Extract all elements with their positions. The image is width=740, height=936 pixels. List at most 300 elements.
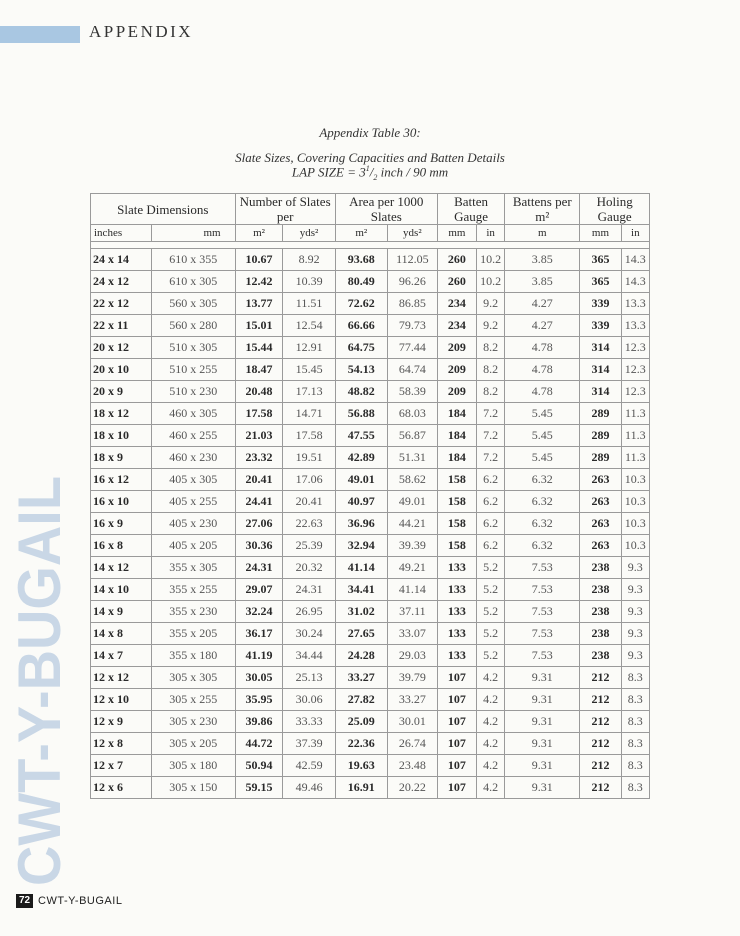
cell-batten-in: 6.2: [477, 535, 505, 557]
cell-mm: 610 x 305: [151, 271, 235, 293]
cell-holing-mm: 212: [580, 711, 621, 733]
cell-area-m2: 19.63: [335, 755, 387, 777]
cell-batten-in: 4.2: [477, 667, 505, 689]
unit-batten-in: in: [477, 225, 505, 242]
cell-slates-m2: 23.32: [235, 447, 283, 469]
cell-slates-m2: 39.86: [235, 711, 283, 733]
cell-holing-in: 9.3: [621, 645, 649, 667]
cwt-y-bugail-watermark: [6, 446, 74, 886]
lap-size-subtitle: LAP SIZE = $3^1/_2$ inch / 90 mm: [291, 164, 449, 182]
cell-batten-in: 4.2: [477, 733, 505, 755]
cell-slates-m2: 17.58: [235, 403, 283, 425]
cell-slates-yds2: 25.39: [283, 535, 335, 557]
cell-holing-mm: 263: [580, 535, 621, 557]
cell-slates-m2: 41.19: [235, 645, 283, 667]
unit-yds2: yds²: [283, 225, 335, 242]
cell-mm: 355 x 180: [151, 645, 235, 667]
cell-holing-in: 8.3: [621, 689, 649, 711]
cell-batten-mm: 184: [437, 403, 476, 425]
cell-mm: 305 x 205: [151, 733, 235, 755]
table-row: [91, 359, 650, 381]
cell-holing-mm: 314: [580, 359, 621, 381]
cell-inches: 20 x 9: [91, 381, 152, 403]
cell-mm: 460 x 305: [151, 403, 235, 425]
cell-mm: 405 x 205: [151, 535, 235, 557]
cell-area-m2: 41.14: [335, 557, 387, 579]
cell-slates-m2: 18.47: [235, 359, 283, 381]
cell-holing-in: 8.3: [621, 667, 649, 689]
cell-batten-mm: 209: [437, 381, 476, 403]
cell-slates-yds2: 20.32: [283, 557, 335, 579]
cell-area-yds2: 33.07: [387, 623, 437, 645]
cell-area-m2: 27.65: [335, 623, 387, 645]
cell-holing-in: 10.3: [621, 491, 649, 513]
cell-area-yds2: 96.26: [387, 271, 437, 293]
cell-slates-m2: 29.07: [235, 579, 283, 601]
table-row: [91, 447, 650, 469]
cell-batten-in: 5.2: [477, 579, 505, 601]
cell-area-yds2: 39.39: [387, 535, 437, 557]
cell-inches: 14 x 7: [91, 645, 152, 667]
cell-holing-mm: 238: [580, 601, 621, 623]
cell-inches: 16 x 12: [91, 469, 152, 491]
cell-slates-m2: 21.03: [235, 425, 283, 447]
cell-area-yds2: 49.01: [387, 491, 437, 513]
cell-batten-in: 10.2: [477, 249, 505, 271]
cell-slates-m2: 50.94: [235, 755, 283, 777]
cell-batten-in: 8.2: [477, 337, 505, 359]
table-title: Slate Sizes, Covering Capacities and Batten Details: [235, 150, 505, 165]
table-row: [91, 777, 650, 799]
header-spacer: [91, 242, 650, 249]
cell-area-yds2: 79.73: [387, 315, 437, 337]
cell-battens-m: 9.31: [505, 689, 580, 711]
cell-slates-m2: 12.42: [235, 271, 283, 293]
cell-mm: 460 x 255: [151, 425, 235, 447]
cell-battens-m: 7.53: [505, 645, 580, 667]
cell-battens-m: 4.78: [505, 381, 580, 403]
cell-slates-m2: 15.01: [235, 315, 283, 337]
cell-inches: 16 x 10: [91, 491, 152, 513]
cell-slates-yds2: 17.58: [283, 425, 335, 447]
cell-inches: 12 x 12: [91, 667, 152, 689]
page-number: 72: [16, 894, 33, 908]
header-battens-per-m2: Battens per m²: [505, 194, 580, 225]
cell-battens-m: 4.78: [505, 359, 580, 381]
cell-mm: 510 x 305: [151, 337, 235, 359]
header-holing-gauge: Holing Gauge: [580, 194, 650, 225]
cell-slates-yds2: 30.24: [283, 623, 335, 645]
cell-holing-mm: 314: [580, 337, 621, 359]
cell-holing-in: 14.3: [621, 271, 649, 293]
cell-batten-mm: 107: [437, 777, 476, 799]
cell-batten-mm: 107: [437, 733, 476, 755]
cell-area-yds2: 37.11: [387, 601, 437, 623]
cell-holing-mm: 238: [580, 645, 621, 667]
cell-area-m2: 27.82: [335, 689, 387, 711]
table-row: [91, 381, 650, 403]
cell-slates-yds2: 26.95: [283, 601, 335, 623]
cell-area-m2: 36.96: [335, 513, 387, 535]
cell-inches: 20 x 12: [91, 337, 152, 359]
cell-holing-mm: 339: [580, 315, 621, 337]
cell-slates-m2: 27.06: [235, 513, 283, 535]
cell-inches: 14 x 10: [91, 579, 152, 601]
cell-batten-mm: 184: [437, 447, 476, 469]
table-row: [91, 689, 650, 711]
cell-slates-yds2: 19.51: [283, 447, 335, 469]
cell-slates-m2: 15.44: [235, 337, 283, 359]
table-row: [91, 623, 650, 645]
cell-slates-yds2: 8.92: [283, 249, 335, 271]
cell-inches: 12 x 10: [91, 689, 152, 711]
cell-slates-m2: 30.36: [235, 535, 283, 557]
slate-sizes-table: [90, 193, 650, 799]
cell-holing-in: 12.3: [621, 359, 649, 381]
cell-slates-m2: 24.31: [235, 557, 283, 579]
cell-mm: 355 x 205: [151, 623, 235, 645]
cell-batten-in: 4.2: [477, 689, 505, 711]
cell-batten-mm: 158: [437, 469, 476, 491]
cell-area-m2: 48.82: [335, 381, 387, 403]
cell-mm: 460 x 230: [151, 447, 235, 469]
cell-holing-mm: 238: [580, 623, 621, 645]
cell-battens-m: 3.85: [505, 249, 580, 271]
cell-holing-mm: 263: [580, 491, 621, 513]
cell-inches: 18 x 9: [91, 447, 152, 469]
cell-area-yds2: 58.62: [387, 469, 437, 491]
cell-mm: 305 x 150: [151, 777, 235, 799]
cell-slates-yds2: 34.44: [283, 645, 335, 667]
cell-batten-mm: 234: [437, 293, 476, 315]
cell-holing-in: 9.3: [621, 623, 649, 645]
cell-battens-m: 7.53: [505, 557, 580, 579]
cell-batten-mm: 107: [437, 711, 476, 733]
cell-mm: 305 x 305: [151, 667, 235, 689]
table-row: [91, 491, 650, 513]
cell-area-m2: 49.01: [335, 469, 387, 491]
cell-batten-in: 4.2: [477, 755, 505, 777]
cell-holing-mm: 212: [580, 667, 621, 689]
cell-inches: 24 x 14: [91, 249, 152, 271]
cell-batten-in: 5.2: [477, 601, 505, 623]
cell-mm: 305 x 230: [151, 711, 235, 733]
cell-slates-yds2: 37.39: [283, 733, 335, 755]
cell-batten-in: 7.2: [477, 447, 505, 469]
cell-battens-m: 9.31: [505, 733, 580, 755]
cell-inches: 12 x 9: [91, 711, 152, 733]
cell-holing-mm: 365: [580, 271, 621, 293]
table-row: [91, 249, 650, 271]
cell-holing-in: 8.3: [621, 733, 649, 755]
cell-slates-m2: 24.41: [235, 491, 283, 513]
cell-holing-mm: 263: [580, 513, 621, 535]
cell-slates-yds2: 30.06: [283, 689, 335, 711]
cell-battens-m: 3.85: [505, 271, 580, 293]
cell-area-yds2: 26.74: [387, 733, 437, 755]
cell-battens-m: 7.53: [505, 623, 580, 645]
cell-batten-mm: 158: [437, 513, 476, 535]
table-row: [91, 315, 650, 337]
cell-inches: 16 x 9: [91, 513, 152, 535]
unit-holing-mm: mm: [580, 225, 621, 242]
cell-battens-m: 7.53: [505, 579, 580, 601]
cell-holing-mm: 263: [580, 469, 621, 491]
cell-batten-in: 10.2: [477, 271, 505, 293]
cell-batten-mm: 107: [437, 755, 476, 777]
cell-batten-mm: 133: [437, 645, 476, 667]
cell-batten-mm: 158: [437, 535, 476, 557]
cell-battens-m: 6.32: [505, 535, 580, 557]
cell-holing-in: 11.3: [621, 425, 649, 447]
cell-battens-m: 9.31: [505, 711, 580, 733]
cell-slates-m2: 36.17: [235, 623, 283, 645]
cell-area-m2: 32.94: [335, 535, 387, 557]
cell-holing-in: 8.3: [621, 755, 649, 777]
cell-holing-mm: 339: [580, 293, 621, 315]
cell-batten-mm: 107: [437, 667, 476, 689]
cell-holing-mm: 314: [580, 381, 621, 403]
table-row: [91, 469, 650, 491]
cell-slates-m2: 10.67: [235, 249, 283, 271]
cell-battens-m: 4.27: [505, 293, 580, 315]
cell-inches: 18 x 12: [91, 403, 152, 425]
cell-slates-yds2: 17.13: [283, 381, 335, 403]
cell-area-yds2: 39.79: [387, 667, 437, 689]
table-row: [91, 711, 650, 733]
cell-area-yds2: 77.44: [387, 337, 437, 359]
cell-batten-in: 6.2: [477, 513, 505, 535]
cell-area-m2: 31.02: [335, 601, 387, 623]
cell-batten-mm: 234: [437, 315, 476, 337]
cell-batten-in: 5.2: [477, 645, 505, 667]
cell-area-yds2: 51.31: [387, 447, 437, 469]
cell-inches: 18 x 10: [91, 425, 152, 447]
cell-inches: 14 x 12: [91, 557, 152, 579]
table-number: Appendix Table 30:: [319, 125, 421, 140]
cell-area-yds2: 44.21: [387, 513, 437, 535]
cell-holing-in: 12.3: [621, 381, 649, 403]
cell-inches: 12 x 6: [91, 777, 152, 799]
cell-inches: 22 x 12: [91, 293, 152, 315]
cell-mm: 510 x 230: [151, 381, 235, 403]
cell-battens-m: 5.45: [505, 447, 580, 469]
cell-inches: 12 x 7: [91, 755, 152, 777]
cell-batten-in: 5.2: [477, 557, 505, 579]
unit-inches: inches: [91, 225, 152, 242]
cell-batten-mm: 107: [437, 689, 476, 711]
cell-area-yds2: 112.05: [387, 249, 437, 271]
cell-slates-m2: 44.72: [235, 733, 283, 755]
table-row: [91, 337, 650, 359]
table-row: [91, 733, 650, 755]
table-row: [91, 579, 650, 601]
cell-batten-mm: 133: [437, 557, 476, 579]
cell-slates-m2: 13.77: [235, 293, 283, 315]
cell-batten-mm: 260: [437, 271, 476, 293]
cell-mm: 405 x 230: [151, 513, 235, 535]
cell-mm: 355 x 230: [151, 601, 235, 623]
cell-holing-mm: 212: [580, 777, 621, 799]
watermark-text: CWT-Y-BUGAIL: [6, 446, 73, 886]
cell-mm: 355 x 305: [151, 557, 235, 579]
cell-holing-mm: 289: [580, 403, 621, 425]
cell-area-m2: 56.88: [335, 403, 387, 425]
cell-holing-in: 8.3: [621, 711, 649, 733]
cell-area-yds2: 64.74: [387, 359, 437, 381]
cell-slates-yds2: 10.39: [283, 271, 335, 293]
unit-battens-m: m: [505, 225, 580, 242]
cell-batten-mm: 184: [437, 425, 476, 447]
cell-holing-in: 8.3: [621, 777, 649, 799]
cell-batten-in: 6.2: [477, 469, 505, 491]
cell-area-m2: 72.62: [335, 293, 387, 315]
cell-batten-mm: 158: [437, 491, 476, 513]
cell-battens-m: 6.32: [505, 491, 580, 513]
cell-mm: 510 x 255: [151, 359, 235, 381]
cell-slates-yds2: 25.13: [283, 667, 335, 689]
cell-batten-in: 9.2: [477, 293, 505, 315]
cell-area-m2: 42.89: [335, 447, 387, 469]
cell-area-m2: 40.97: [335, 491, 387, 513]
cell-slates-yds2: 12.54: [283, 315, 335, 337]
table-row: [91, 755, 650, 777]
cell-slates-m2: 59.15: [235, 777, 283, 799]
cell-slates-yds2: 12.91: [283, 337, 335, 359]
cell-mm: 560 x 280: [151, 315, 235, 337]
cell-holing-mm: 212: [580, 755, 621, 777]
cell-batten-mm: 133: [437, 579, 476, 601]
cell-inches: 14 x 8: [91, 623, 152, 645]
cell-slates-m2: 30.05: [235, 667, 283, 689]
cell-battens-m: 9.31: [505, 777, 580, 799]
cell-battens-m: 6.32: [505, 513, 580, 535]
cell-batten-in: 8.2: [477, 359, 505, 381]
cell-holing-mm: 212: [580, 689, 621, 711]
table-row: [91, 667, 650, 689]
cell-slates-yds2: 33.33: [283, 711, 335, 733]
table-row: [91, 601, 650, 623]
cell-battens-m: 5.45: [505, 403, 580, 425]
cell-inches: 22 x 11: [91, 315, 152, 337]
header-number-of-slates: Number of Slates per: [235, 194, 335, 225]
cell-holing-in: 10.3: [621, 535, 649, 557]
cell-slates-yds2: 42.59: [283, 755, 335, 777]
cell-inches: 12 x 8: [91, 733, 152, 755]
cell-slates-yds2: 22.63: [283, 513, 335, 535]
table-row: [91, 293, 650, 315]
unit-area-m2: m²: [335, 225, 387, 242]
cell-battens-m: 6.32: [505, 469, 580, 491]
cell-area-yds2: 33.27: [387, 689, 437, 711]
unit-m2: m²: [235, 225, 283, 242]
cell-area-yds2: 68.03: [387, 403, 437, 425]
cell-area-yds2: 58.39: [387, 381, 437, 403]
cell-holing-mm: 289: [580, 425, 621, 447]
cell-batten-in: 7.2: [477, 403, 505, 425]
cell-holing-in: 14.3: [621, 249, 649, 271]
cell-holing-mm: 289: [580, 447, 621, 469]
unit-holing-in: in: [621, 225, 649, 242]
cell-battens-m: 4.78: [505, 337, 580, 359]
cell-area-m2: 93.68: [335, 249, 387, 271]
cell-holing-mm: 365: [580, 249, 621, 271]
cell-holing-mm: 212: [580, 733, 621, 755]
cell-slates-yds2: 24.31: [283, 579, 335, 601]
section-header: APPENDIX: [89, 22, 194, 41]
unit-batten-mm: mm: [437, 225, 476, 242]
cell-slates-yds2: 20.41: [283, 491, 335, 513]
cell-area-yds2: 41.14: [387, 579, 437, 601]
table-row: [91, 535, 650, 557]
cell-slates-m2: 20.41: [235, 469, 283, 491]
cell-area-m2: 34.41: [335, 579, 387, 601]
cell-battens-m: 9.31: [505, 755, 580, 777]
cell-battens-m: 7.53: [505, 601, 580, 623]
header-slate-dimensions: Slate Dimensions: [91, 194, 236, 225]
cell-inches: 14 x 9: [91, 601, 152, 623]
cell-area-m2: 33.27: [335, 667, 387, 689]
unit-mm: mm: [151, 225, 235, 242]
cell-battens-m: 5.45: [505, 425, 580, 447]
table-row: [91, 271, 650, 293]
cell-holing-in: 11.3: [621, 403, 649, 425]
cell-slates-yds2: 17.06: [283, 469, 335, 491]
cell-batten-mm: 133: [437, 623, 476, 645]
cell-area-m2: 47.55: [335, 425, 387, 447]
cell-slates-yds2: 49.46: [283, 777, 335, 799]
table-row: [91, 557, 650, 579]
cell-area-m2: 25.09: [335, 711, 387, 733]
cell-holing-in: 13.3: [621, 293, 649, 315]
cell-area-m2: 54.13: [335, 359, 387, 381]
cell-slates-yds2: 11.51: [283, 293, 335, 315]
cell-area-yds2: 23.48: [387, 755, 437, 777]
unit-area-yds2: yds²: [387, 225, 437, 242]
cell-holing-in: 10.3: [621, 469, 649, 491]
cell-mm: 405 x 305: [151, 469, 235, 491]
cell-batten-mm: 209: [437, 359, 476, 381]
table-body: [91, 249, 650, 799]
header-accent-bar: [0, 26, 80, 43]
cell-area-m2: 64.75: [335, 337, 387, 359]
cell-holing-mm: 238: [580, 579, 621, 601]
cell-area-m2: 16.91: [335, 777, 387, 799]
cell-mm: 610 x 355: [151, 249, 235, 271]
cell-inches: 16 x 8: [91, 535, 152, 557]
cell-slates-m2: 35.95: [235, 689, 283, 711]
cell-slates-m2: 20.48: [235, 381, 283, 403]
cell-holing-in: 11.3: [621, 447, 649, 469]
cell-battens-m: 9.31: [505, 667, 580, 689]
cell-batten-in: 9.2: [477, 315, 505, 337]
cell-batten-mm: 260: [437, 249, 476, 271]
cell-mm: 305 x 180: [151, 755, 235, 777]
header-batten-gauge: Batten Gauge: [437, 194, 504, 225]
cell-holing-in: 9.3: [621, 557, 649, 579]
cell-holing-in: 9.3: [621, 579, 649, 601]
cell-area-yds2: 20.22: [387, 777, 437, 799]
cell-area-m2: 80.49: [335, 271, 387, 293]
table-row: [91, 513, 650, 535]
cell-batten-in: 4.2: [477, 711, 505, 733]
cell-slates-yds2: 14.71: [283, 403, 335, 425]
cell-area-yds2: 29.03: [387, 645, 437, 667]
cell-slates-m2: 32.24: [235, 601, 283, 623]
cell-batten-mm: 209: [437, 337, 476, 359]
cell-holing-in: 9.3: [621, 601, 649, 623]
cell-battens-m: 4.27: [505, 315, 580, 337]
